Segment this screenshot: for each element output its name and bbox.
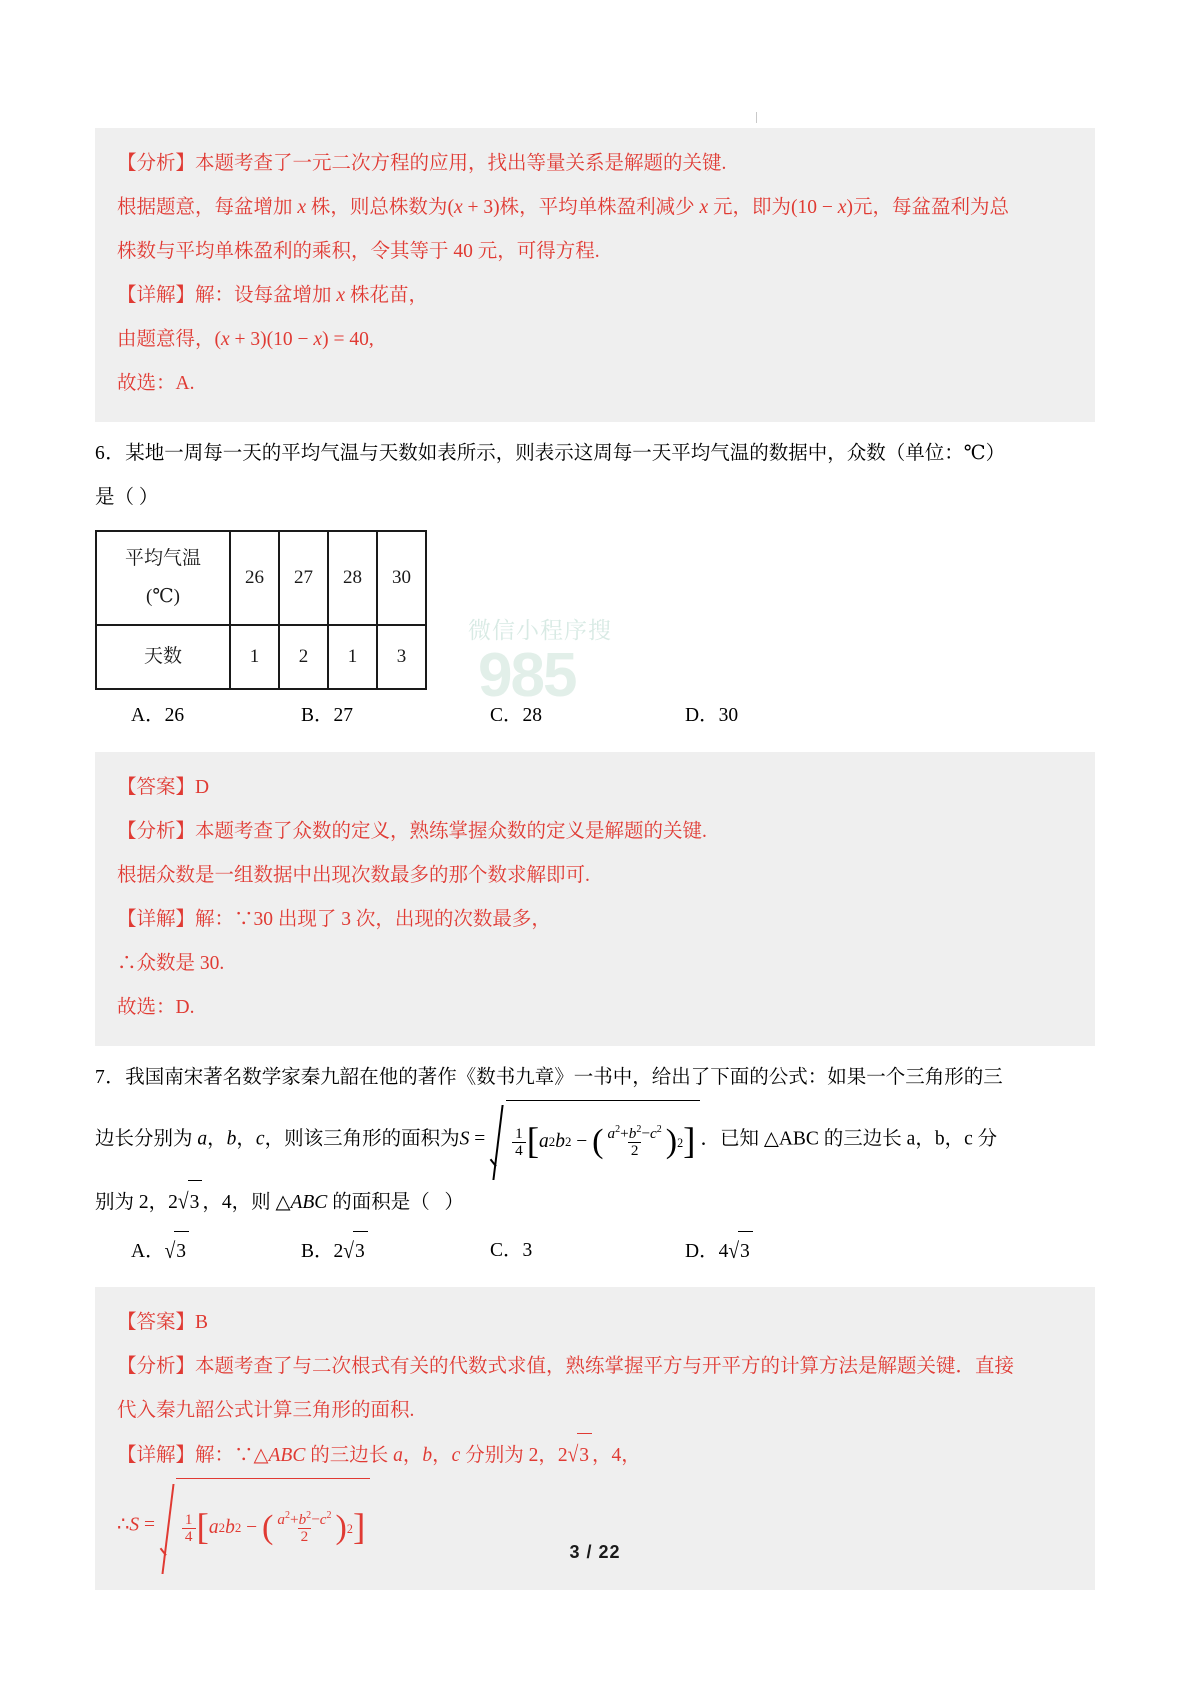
option-a-label: A． <box>131 705 165 726</box>
temperature-table <box>95 530 427 690</box>
table-cell-days-4: 3 <box>377 625 426 689</box>
option-b[interactable]: B．2√3 <box>301 1231 368 1272</box>
solution-tag: 【详解】 <box>117 909 196 930</box>
answer-value: B <box>195 1312 209 1333</box>
answer-line <box>117 810 1073 854</box>
option-c-value: 3 <box>522 1240 533 1261</box>
answer-tag: 【答案】 <box>117 777 196 798</box>
question-7 <box>95 1046 1095 1287</box>
answer-line: 由题意得，(x + 3)(10 − x) = 40, <box>117 329 374 350</box>
answer-line: 根据题意，每盆增加 x 株，则总株数为(x + 3)株，平均单株盈利减少 x 元，即为(10 − x)元，每盆盈利为总 <box>117 197 1009 218</box>
watermark-text-top: 微信小程序搜 <box>468 617 612 643</box>
page-content <box>95 0 1095 1590</box>
answer-line <box>117 230 1073 274</box>
answer-line <box>117 766 1073 810</box>
option-d-label: D． <box>685 705 719 726</box>
question-7-line-3: 别为 2，2√3 ，4，则 △ABC 的面积是（ ） <box>95 1180 1095 1225</box>
answer-line <box>117 142 1073 186</box>
answer-line-text: 根据众数是一组数据中出现次数最多的那个数求解即可. <box>117 865 590 886</box>
question-7-text-post: ．已知 △ABC 的三边长 a，b，c 分 <box>700 1128 998 1150</box>
option-a[interactable]: A．√3 <box>131 1231 189 1272</box>
answer-line-text: 解：∵30 出现了 3 次，出现的次数最多， <box>195 909 551 930</box>
option-d-label: D． <box>685 1241 719 1262</box>
question-6-options <box>95 696 1095 738</box>
question-7-line-2: 边长分别为 a，b，c，则该三角形的面积为S = $\frac{1}{4}$ [ a 2 b 2 − ( $\frac{a^2+b^2-c^2}{2}$ ) 2 ] ．已知 △ABC 的三边长 a，b，c 分 <box>95 1100 1095 1180</box>
table-cell-temp-3: 28 <box>328 531 377 625</box>
table-cell-days-1: 1 <box>230 625 279 689</box>
answer-line-text: 本题考查了与二次根式有关的代数式求值，熟练掌握平方与开平方的计算方法是解题关键．直接 <box>195 1356 1015 1377</box>
answer-line-text: 株数与平均单株盈利的乘积，令其等于 40 元，可得方程. <box>117 241 600 262</box>
answer-line: 【详解】解：∵△ABC 的三边长 a，b，c 分别为 2，2√3 ，4， <box>117 1433 1073 1478</box>
table-header-days: 天数 <box>96 625 230 689</box>
answer-line <box>117 942 1073 986</box>
answer-line-text: 本题考查了一元二次方程的应用，找出等量关系是解题的关键. <box>195 153 727 174</box>
answer-line <box>117 1301 1073 1345</box>
solution-tag: 【详解】 <box>117 285 196 306</box>
option-a-label: A． <box>131 1241 165 1262</box>
option-b[interactable] <box>301 696 353 736</box>
option-b-label: B． <box>301 1241 334 1262</box>
option-d[interactable] <box>685 696 738 736</box>
answer-value: D <box>195 777 210 798</box>
qin-jiushao-formula: $\frac{1}{4}$ [ a 2 b 2 − ( $\frac{a^2+b^2-c^2}{2}$ ) 2 ] <box>490 1100 700 1180</box>
qin-jiushao-formula-result: $\frac{1}{4}$ [ a 2 b 2 − ( $\frac{a^2+b^2-c^2}{2}$ ) 2 ] <box>160 1478 370 1574</box>
question-6-text: 某地一周每一天的平均气温与天数如表所示，则表示这周每一天平均气温的数据中，众数（单位：℃） <box>125 443 1006 464</box>
answer-line <box>117 898 1073 942</box>
solution-tag: 【详解】 <box>117 1445 196 1466</box>
option-c-label: C． <box>490 1240 523 1261</box>
answer-line-text: 故选：D. <box>117 997 195 1018</box>
option-a-value: 26 <box>164 705 185 726</box>
answer-final-formula-line: ∴S = $\frac{1}{4}$ [ a 2 b 2 − ( $\frac{a^2+b^2-c^2}{2}$ ) 2 ] <box>117 1478 1073 1574</box>
watermark-text-number: 985 <box>478 641 576 710</box>
option-d-value: 30 <box>718 705 739 726</box>
answer-line-text: ∴众数是 30. <box>117 953 225 974</box>
option-c-value: 28 <box>522 705 543 726</box>
answer-line <box>117 1345 1073 1389</box>
answer-tag: 【答案】 <box>117 1312 196 1333</box>
q5-answer-block <box>95 128 1095 422</box>
option-c[interactable] <box>490 696 542 736</box>
answer-line <box>117 854 1073 898</box>
question-6-line-2: 是（ ） <box>95 487 159 508</box>
table-header-temperature-line2: (℃) <box>146 586 180 607</box>
table-cell-temp-2: 27 <box>279 531 328 625</box>
question-7-line-1 <box>95 1056 1095 1100</box>
table-cell-days-3: 1 <box>328 625 377 689</box>
table-row-days <box>96 625 426 689</box>
table-header-temperature-line1: 平均气温 <box>124 548 201 569</box>
question-6 <box>95 422 1095 752</box>
answer-line: 【详解】解：设每盆增加 x 株花苗， <box>117 285 428 306</box>
analysis-tag: 【分析】 <box>117 1356 196 1377</box>
analysis-tag: 【分析】 <box>117 821 196 842</box>
option-d[interactable]: D．4√3 <box>685 1231 753 1272</box>
table-row-temperature <box>96 531 426 625</box>
question-7-text: 我国南宋著名数学家秦九韶在他的著作《数书九章》一书中，给出了下面的公式：如果一个三角形的三 <box>125 1067 1003 1088</box>
question-6-number: 6． <box>95 443 126 464</box>
answer-line-text: 代入秦九韶公式计算三角形的面积. <box>117 1400 415 1421</box>
question-7-number: 7． <box>95 1067 126 1088</box>
table-cell-days-2: 2 <box>279 625 328 689</box>
answer-line-text: 本题考查了众数的定义，熟练掌握众数的定义是解题的关键. <box>195 821 707 842</box>
answer-line <box>117 1389 1073 1433</box>
option-a[interactable] <box>131 696 184 736</box>
analysis-tag: 【分析】 <box>117 153 196 174</box>
table-cell-temp-1: 26 <box>230 531 279 625</box>
answer-line <box>117 986 1073 1030</box>
table-cell-temp-4: 30 <box>377 531 426 625</box>
question-7-options <box>95 1231 1095 1273</box>
option-c[interactable] <box>490 1231 532 1271</box>
option-b-label: B． <box>301 705 334 726</box>
q6-answer-block <box>95 752 1095 1046</box>
table-header-temperature <box>96 531 230 625</box>
option-b-value: 27 <box>333 705 354 726</box>
page-footer: 3 / 22 <box>569 1542 621 1562</box>
question-6-line-1 <box>95 432 1095 476</box>
answer-line <box>117 362 1073 406</box>
option-c-label: C． <box>490 705 523 726</box>
answer-line-text: 故选：A. <box>117 373 195 394</box>
